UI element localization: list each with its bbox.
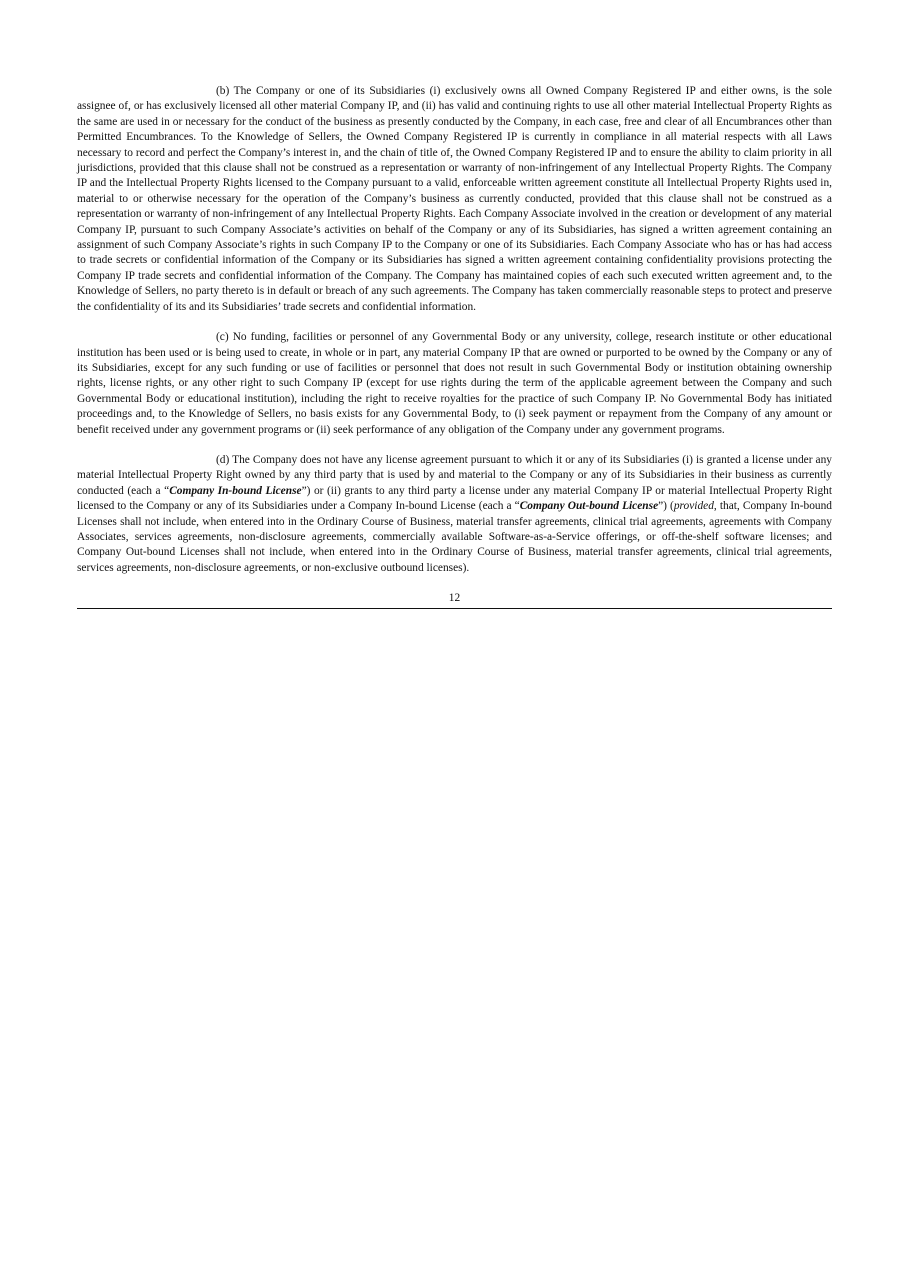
provided-italic: provided bbox=[673, 500, 714, 513]
paragraph-b-text: (b) The Company or one of its Subsidiaries (i) exclusively owns all Owned Company Registered IP and either owns, is the sole assignee of, or has exclusively licensed all other material Company IP, and (ii) has valid and continuing rights to use all other material Intellectual Property Rights as the same are used in or necessary for the conduct of the business as presently conducted by the Company, in each case, free and clear of all Encumbrances other than Permitted Encumbrances. To the Knowledge of Sellers, the Owned Company Registered IP is currently in compliance in all material respects with all Laws necessary to record and perfect the Company’s interest in, and the chain of title of, the Owned Company Registered IP and to ensure the ability to claim priority in all jurisdictions, provided that this clause shall not be construed as a representation or warranty of non-infringement of any Intellectual Property Rights. The Company IP and the Intellectual Property Rights licensed to the Company pursuant to a valid, enforceable written agreement constitute all Intellectual Property Rights used in, material to or otherwise necessary for the operation of the Company’s business as currently conducted, provided that this clause shall not be construed as a representation or warranty of non-infringement of any Intellectual Property Rights. Each Company Associate involved in the creation or development of any material Company IP, pursuant to such Company Associate’s activities on behalf of the Company or any of its Subsidiaries, has signed a written agreement containing an assignment of such Company Associate’s rights in such Company IP to the Company or one of its Subsidiaries. Each Company Associate who has or has had access to trade secrets or confidential information of the Company or its Subsidiaries has signed a written agreement containing confidentiality provisions protecting the Company IP trade secrets and confidential information of the Company. The Company has maintained copies of each such executed written agreement and, to the Knowledge of Sellers, no party thereto is in default or breach of any such agreements. The Company has taken commercially reasonable steps to protect and preserve the confidentiality of its and its Subsidiaries’ trade secrets and confidential information. bbox=[77, 85, 832, 313]
paragraph-d-part4: , that, Company In-bound Licenses shall not include, when entered into in the Ordinary Course of Business, material transfer agreements, clinical trial agreements, agreements with Company Associates, services agreements, non-disclosure agreements, commercially available Software-as-a-Service offerings, or off-the-shelf software licenses; and Company Out-bound Licenses shall not include, when entered into in the Ordinary Course of Business, material transfer agreements, clinical trial agreements, services agreements, non-disclosure agreements, or non-exclusive outbound licenses). bbox=[77, 500, 832, 574]
paragraph-d bbox=[77, 453, 832, 576]
paragraph-c-text: (c) No funding, facilities or personnel of any Governmental Body or any university, college, research institute or other educational institution has been used or is being used to create, in whole or in part, any material Company IP that are owned or purported to be owned by the Company or any of its Subsidiaries, except for any such funding or use of facilities or personnel that does not result in such Governmental Body or institution obtaining ownership rights, license rights, or any other right to such Company IP (except for use rights during the term of the applicable agreement between the Company and such Governmental Body or educational institution), including the right to receive royalties for the practice of such Company IP. No Governmental Body has initiated proceedings and, to the Knowledge of Sellers, no basis exists for any Governmental Body, to (i) seek payment or repayment from the Company of any amount or benefit received under any government programs or (ii) seek performance of any obligation of the Company under any government programs. bbox=[77, 331, 832, 436]
defined-term-outbound-license: Company Out-bound License bbox=[519, 500, 659, 513]
page-number: 12 bbox=[77, 591, 832, 609]
paragraph-b bbox=[77, 84, 832, 315]
paragraph-d-part2: ”) or (ii) grants to any third party a license under any material Company IP or material Intellectual Property Right licensed to the Company or any of its Subsidiaries under a Company In-bound License (each a “ bbox=[77, 484, 833, 513]
document-page bbox=[77, 84, 832, 609]
paragraph-c bbox=[77, 330, 832, 438]
defined-term-inbound-license: Company In-bound License bbox=[169, 484, 302, 497]
paragraph-d-part3: ”) ( bbox=[658, 500, 674, 513]
paragraph-d-part1: (d) The Company does not have any license agreement pursuant to which it or any of its Subsidiaries (i) is granted a license under any material Intellectual Property Right owned by any third party that is used by and material to the Company or any of its Subsidiaries in their business as currently conducted (each a “ bbox=[77, 453, 832, 497]
